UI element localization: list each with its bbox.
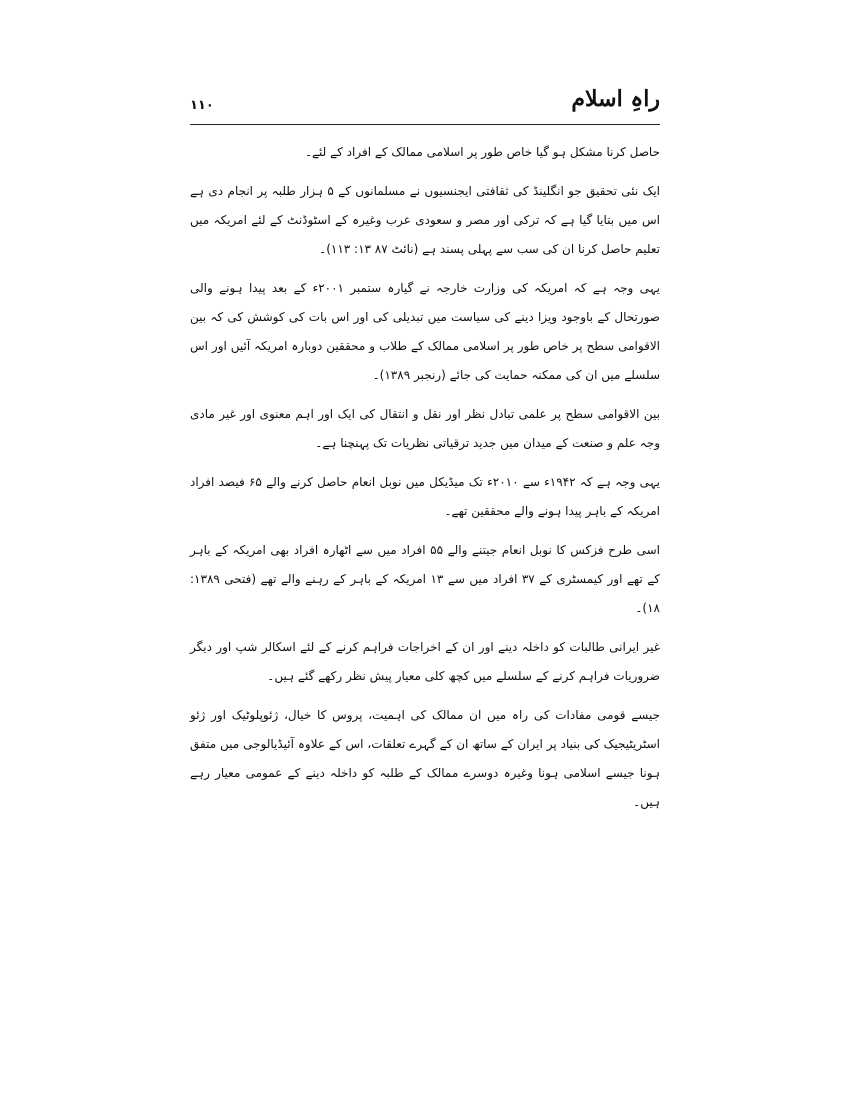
paragraph: غیر ایرانی طالبات کو داخلہ دینے اور ان کے اخراجات فراہم کرنے کے لئے اسکالر شپ اور دیگر ضروریات فراہم کرنے کے سلسلے میں کچھ کلی معیار پیش نظر رکھے گئے ہیں۔ <box>190 640 660 683</box>
paragraph: یہی وجہ ہے کہ ۱۹۴۲ء سے ۲۰۱۰ء تک میڈیکل میں نوبل انعام حاصل کرنے والے ۶۵ فیصد افراد امریکہ کے باہر پیدا ہونے والے محققین تھے۔ <box>190 475 661 518</box>
paragraph: بین الاقوامی سطح پر علمی تبادل نظر اور نقل و انتقال کی ایک اور اہم معنوی اور غیر مادی وجہ علم و صنعت کے میدان میں جدید ترقیاتی نظریات تک پہنچنا ہے۔ <box>190 407 660 450</box>
paragraph: ایک نئی تحقیق جو انگلینڈ کی ثقافتی ایجنسیوں نے مسلمانوں کے ۵ ہزار طلبہ پر انجام دی ہے اس میں بتایا گیا ہے کہ ترکی اور مصر و سعودی عرب وغیرہ کے اسٹوڈنٹ کے لئے امریکہ میں تعلیم حاصل کرنا ان کی سب سے پہلی پسند ہے (نائٹ ۸۷ ۱۳: ۱۱۳)۔ <box>190 184 660 256</box>
paragraph: حاصل کرنا مشکل ہو گیا خاص طور پر اسلامی ممالک کے افراد کے لئے۔ <box>304 145 660 159</box>
header-divider <box>190 124 660 125</box>
paragraph: اسی طرح فزکس کا نوبل انعام جیتنے والے ۵۵ افراد میں سے اٹھارہ افراد بھی امریکہ کے باہر کے تھے اور کیمسٹری کے ۳۷ افراد میں سے ۱۳ امریکہ کے باہر کے رہنے والے تھے (فتحی ۱۳۸۹: ۱۸)۔ <box>190 543 660 615</box>
page-number: ۱۱۰ <box>190 98 214 113</box>
book-title: راہِ اسلام <box>571 86 660 112</box>
paragraph: یہی وجہ ہے کہ امریکہ کی وزارت خارجہ نے گیارہ ستمبر ۲۰۰۱ء کے بعد پیدا ہونے والی صورتحال کے باوجود ویزا دینے کی سیاست میں تبدیلی کی اور اس بات کی کوشش کی کہ بین الاقوامی سطح پر خاص طور پر اسلامی ممالک کے طلاب و محققین دوبارہ امریکہ آئیں اور اس سلسلے میں ان کی ممکنہ حمایت کی جائے (رنجبر ۱۳۸۹)۔ <box>190 281 661 382</box>
body-text <box>190 138 660 827</box>
paragraph: جیسے قومی مفادات کی راہ میں ان ممالک کی اہمیت، پروس کا خیال، ژئوپلوٹیک اور ژئو اسٹریٹیجیک کی بنیاد پر ایران کے ساتھ ان کے گہرے تعلقات، اس کے علاوہ آئیڈیالوجی میں متفق ہونا جیسے اسلامی ہونا وغیرہ دوسرے ممالک کے طلبہ کو داخلہ دینے کے عمومی معیار رہے ہیں۔ <box>190 708 660 809</box>
page-header <box>190 78 660 120</box>
